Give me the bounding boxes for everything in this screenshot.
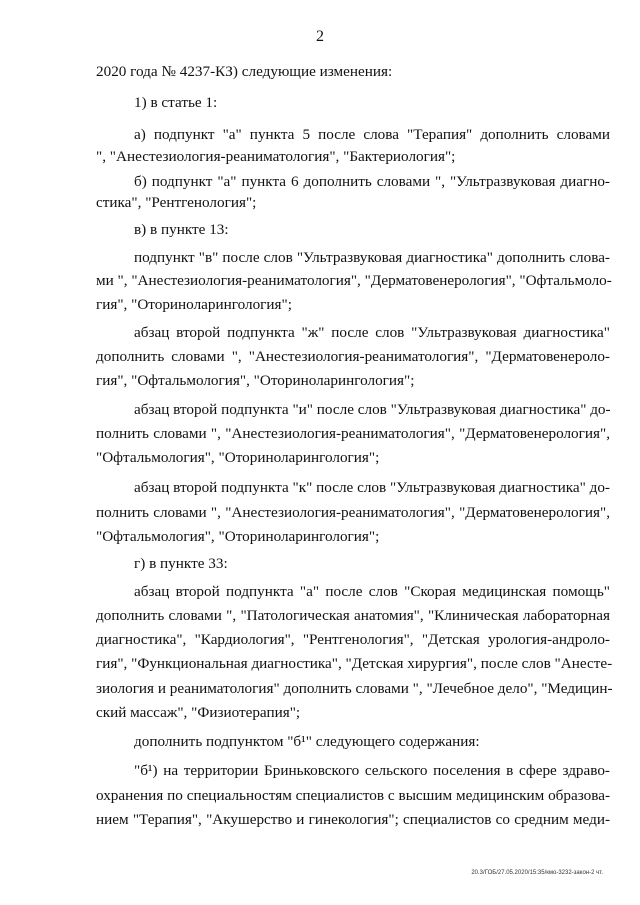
text-line: дополнить словами ", "Анестезиология-реаниматология", "Дерматовенероло-: [96, 348, 610, 365]
text-line: а) подпункт "а" пункта 5 после слова "Терапия" дополнить словами: [134, 126, 610, 143]
text-line: стика", "Рентгенология";: [96, 194, 257, 211]
document-footer-code: 20.3/ГОБ/27.05.2020/15:35/кмо-3232-закон-2 чт.: [471, 870, 603, 876]
text-line: абзац второй подпункта "и" после слов "Ультразвуковая диагностика" до-: [134, 401, 611, 418]
text-line: нием "Терапия", "Акушерство и гинекология"; специалистов со средним меди-: [96, 811, 610, 828]
text-line: гия", "Оториноларингология";: [96, 296, 292, 313]
text-line: ми ", "Анестезиология-реаниматология", "Дерматовенерология", "Офтальмоло-: [96, 272, 612, 289]
text-line: диагностика", "Кардиология", "Рентгенология", "Детская урология-андроло-: [96, 631, 610, 648]
text-line: "Офтальмология", "Оториноларингология";: [96, 449, 380, 466]
text-line: в) в пункте 13:: [134, 221, 229, 238]
text-line: подпункт "в" после слов "Ультразвуковая диагностика" дополнить слова-: [134, 249, 610, 266]
text-line: ", "Анестезиология-реаниматология", "Бактериология";: [96, 148, 456, 165]
text-line: гия", "Функциональная диагностика", "Детская хирургия", после слов "Анесте-: [96, 655, 613, 672]
text-line: полнить словами ", "Анестезиология-реаниматология", "Дерматовенерология",: [96, 425, 610, 442]
text-line: дополнить словами ", "Патологическая анатомия", "Клиническая лабораторная: [96, 607, 610, 624]
text-line: г) в пункте 33:: [134, 555, 228, 572]
text-line: охранения по специальностям специалистов с высшим медицинским образова-: [96, 787, 610, 804]
text-line: ский массаж", "Физиотерапия";: [96, 704, 301, 721]
text-line: б) подпункт "а" пункта 6 дополнить словами ", "Ультразвуковая диагно-: [134, 173, 610, 190]
text-line: абзац второй подпункта "а" после слов "Скорая медицинская помощь": [134, 583, 610, 600]
text-line: гия", "Офтальмология", "Оториноларингология";: [96, 372, 415, 389]
text-line: дополнить подпунктом "б¹" следующего содержания:: [134, 733, 480, 750]
text-line: полнить словами ", "Анестезиология-реаниматология", "Дерматовенерология",: [96, 504, 610, 521]
text-line: абзац второй подпункта "к" после слов "Ультразвуковая диагностика" до-: [134, 479, 610, 496]
text-line: "Офтальмология", "Оториноларингология";: [96, 528, 380, 545]
text-line: абзац второй подпункта "ж" после слов "Ультразвуковая диагностика": [134, 324, 610, 341]
text-line: 1) в статье 1:: [134, 94, 218, 111]
text-line: зиология и реаниматология" дополнить словами ", "Лечебное дело", "Медицин-: [96, 680, 613, 697]
text-line: 2020 года № 4237-КЗ) следующие изменения:: [96, 63, 393, 80]
text-line: "б¹) на территории Бриньковского сельского поселения в сфере здраво-: [134, 762, 610, 779]
page-number: 2: [316, 28, 324, 45]
